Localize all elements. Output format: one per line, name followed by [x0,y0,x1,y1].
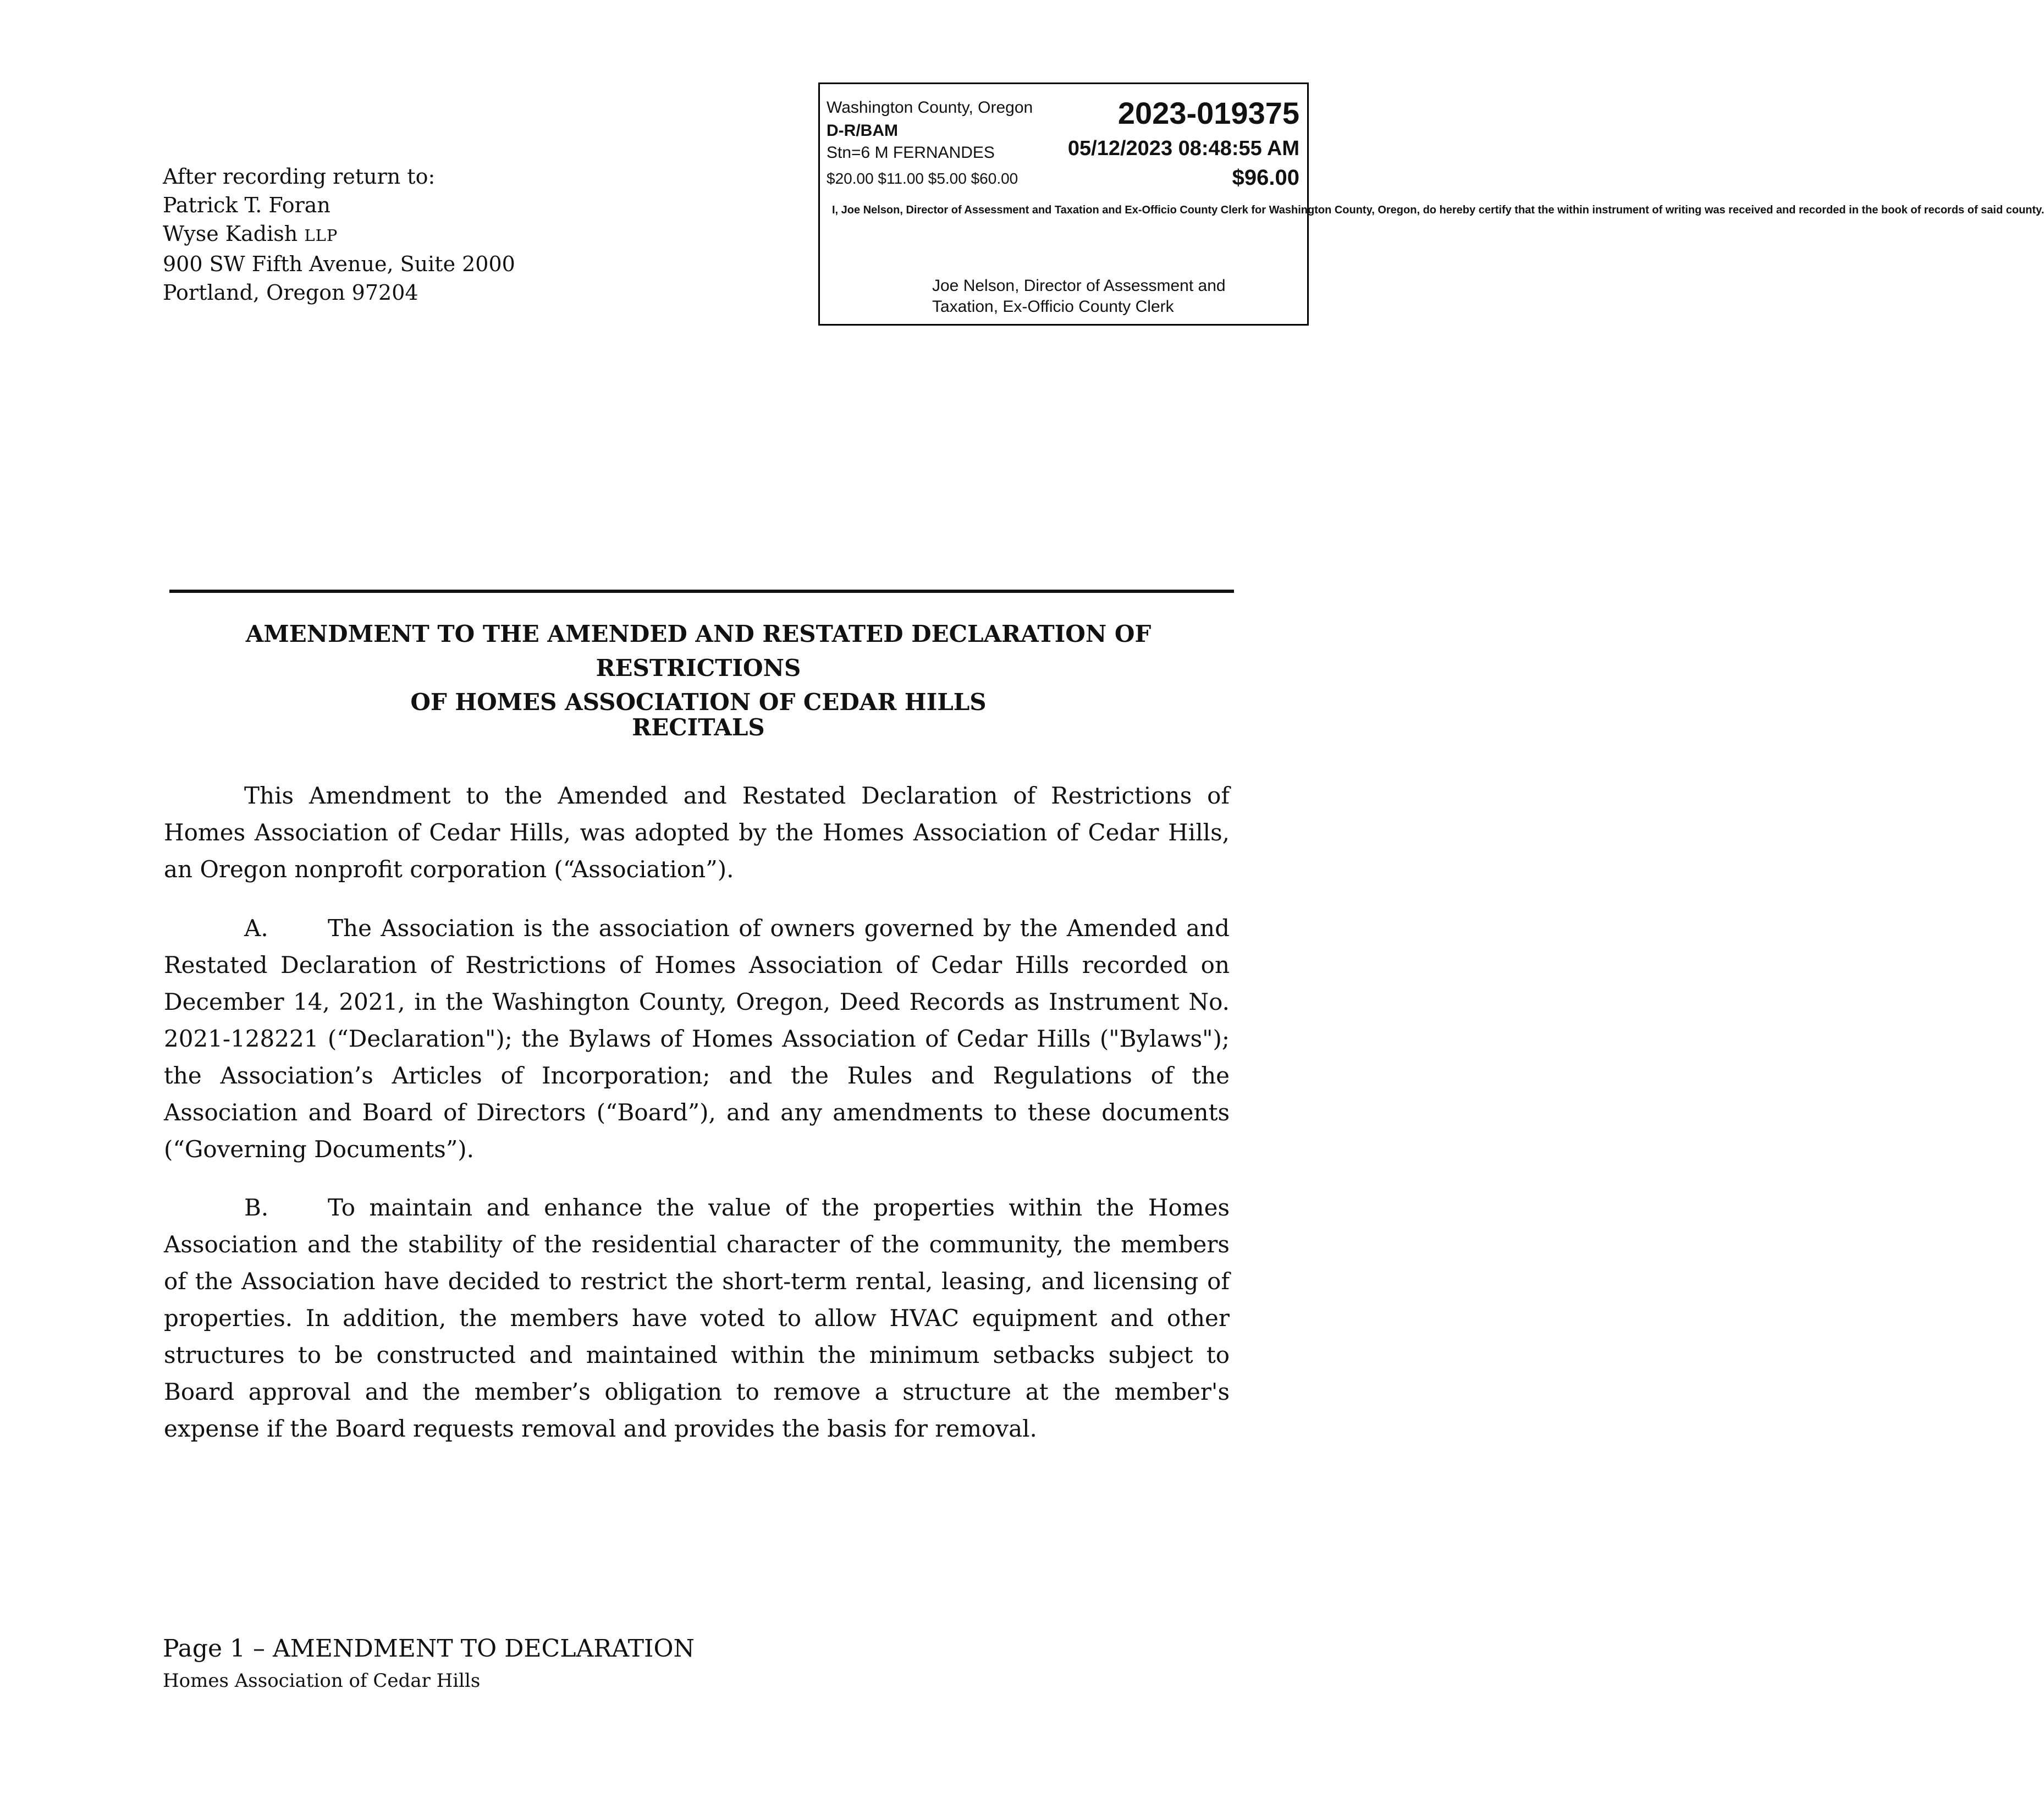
return-address-name: Patrick T. Foran [163,193,330,217]
return-address-firm-suffix: LLP [304,226,338,245]
recital-b-paragraph [164,1189,1230,1447]
stamp-datetime: 05/12/2023 08:48:55 AM [1067,137,1299,160]
return-address-block [163,162,515,307]
recital-a-marker: A. [244,915,268,942]
stamp-station: Stn=6 M FERNANDES [827,144,995,162]
recording-stamp [818,82,2044,326]
stamp-county: Washington County, Oregon [827,98,1033,117]
return-address-firm-line [163,219,515,250]
footer-subtitle: Homes Association of Cedar Hills [163,1670,481,1692]
stamp-fees: $20.00 $11.00 $5.00 $60.00 [827,170,1018,187]
stamp-total: $96.00 [1232,166,1299,190]
recital-a-text: The Association is the association of owners governed by the Amended and Restated Declaration of Restrictions of Homes Association of Cedar Hills recorded on December 14, 2021, in the Washington County, Oregon, Deed Records as Instrument No. 2021-128221 (“Declaration"); the Bylaws of Homes Association of Cedar Hills ("Bylaws"); the Association’s Articles of Incorporation; and the Rules and Regulations of the Association and Board of Directors (“Board”), and any amendments to these documents (“Governing Documents”). [164,915,1230,1163]
intro-text: This Amendment to the Amended and Restated Declaration of Restrictions of Homes Association of Cedar Hills, was adopted by the Homes Association of Cedar Hills, an Oregon nonprofit corporation (“Association”). [164,782,1230,883]
stamp-document-number: 2023-019375 [1117,96,1299,130]
section-heading: RECITALS [632,714,765,741]
return-address-city: Portland, Oregon 97204 [163,280,418,305]
document-title [163,617,1234,719]
return-address-heading: After recording return to: [163,164,436,189]
document-title-line2: OF HOMES ASSOCIATION OF CEDAR HILLS [410,689,987,716]
return-address-firm: Wyse Kadish [163,222,298,246]
document-title-line1: AMENDMENT TO THE AMENDED AND RESTATED DECLARATION OF RESTRICTIONS [245,620,1152,681]
intro-paragraph [164,777,1230,888]
recital-a-paragraph [164,910,1230,1168]
stamp-signature [932,276,1226,317]
stamp-signature-line1: Joe Nelson, Director of Assessment and [932,277,1226,295]
stamp-certification: I, Joe Nelson, Director of Assessment and Taxation and Ex-Officio County Clerk for Washington County, Oregon, do hereby certify that the within instrument of writing was received and recorded in the book of records of said county. [832,204,2044,216]
return-address-street: 900 SW Fifth Avenue, Suite 2000 [163,252,515,276]
footer-page-label: Page 1 – AMENDMENT TO DECLARATION [163,1635,695,1663]
recital-b-marker: B. [244,1194,269,1221]
stamp-signature-line2: Taxation, Ex-Officio County Clerk [932,298,1174,316]
recital-b-text: To maintain and enhance the value of the properties within the Homes Association and the stability of the residential character of the community, the members of the Association have decided to restrict the short-term rental, leasing, and licensing of properties. In addition, the members have voted to allow HVAC equipment and other structures to be constructed and maintained within the minimum setbacks subject to Board approval and the member’s obligation to remove a structure at the member's expense if the Board requests removal and provides the basis for removal. [164,1194,1230,1442]
title-divider [169,590,1234,593]
stamp-code: D-R/BAM [827,122,898,140]
